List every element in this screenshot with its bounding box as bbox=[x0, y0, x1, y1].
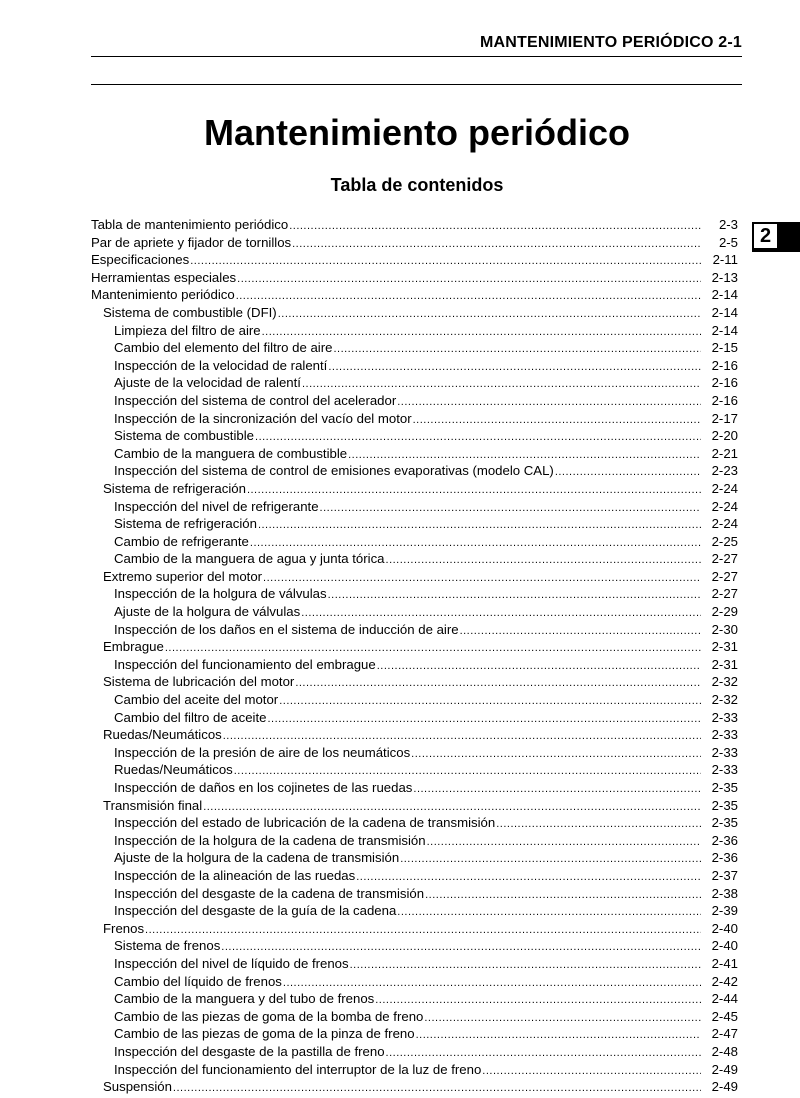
toc-entry-page: 2-44 bbox=[711, 991, 738, 1007]
toc-entry-page: 2-23 bbox=[711, 463, 738, 479]
toc-leader-dots bbox=[416, 1027, 701, 1045]
toc-leader-dots bbox=[328, 359, 701, 377]
toc-leader-dots bbox=[320, 500, 701, 518]
toc-entry-page: 2-3 bbox=[718, 217, 738, 232]
toc-entry-title: Sistema de combustible bbox=[114, 428, 255, 444]
toc-entry[interactable] bbox=[91, 726, 738, 744]
toc-entry-title: Sistema de combustible (DFI) bbox=[103, 304, 277, 320]
toc-entry[interactable] bbox=[91, 427, 738, 445]
toc-entry-title: Inspección del sistema de control de emisiones evaporativas (modelo CAL) bbox=[114, 463, 554, 479]
toc-entry-page: 2-42 bbox=[711, 973, 738, 989]
toc-entry-title: Inspección del funcionamiento del embrague bbox=[114, 656, 376, 672]
toc-leader-dots bbox=[377, 658, 701, 676]
toc-entry[interactable] bbox=[91, 550, 738, 568]
toc-entry-page: 2-14 bbox=[711, 322, 738, 338]
toc-entry-title: Inspección de la holgura de válvulas bbox=[114, 586, 327, 602]
toc-entry-page: 2-13 bbox=[711, 269, 738, 285]
toc-entry-page: 2-31 bbox=[711, 639, 738, 655]
toc-entry-page: 2-41 bbox=[711, 955, 738, 971]
toc-entry[interactable] bbox=[91, 515, 738, 533]
toc-entry[interactable] bbox=[91, 937, 738, 955]
toc-entry-title: Ajuste de la holgura de la cadena de transmisión bbox=[114, 850, 400, 866]
toc-entry-title: Limpieza del filtro de aire bbox=[114, 322, 261, 338]
toc-entry-page: 2-32 bbox=[711, 692, 738, 708]
toc-entry[interactable] bbox=[91, 603, 738, 621]
toc-entry-title: Ajuste de la velocidad de ralentí bbox=[114, 375, 301, 391]
toc-leader-dots bbox=[386, 552, 701, 570]
toc-entry[interactable] bbox=[91, 585, 738, 603]
toc-leader-dots bbox=[424, 1010, 701, 1028]
toc-entry-title: Extremo superior del motor bbox=[103, 568, 263, 584]
header-rule-top bbox=[91, 56, 742, 57]
toc-entry[interactable] bbox=[91, 867, 738, 885]
toc-entry-page: 2-24 bbox=[711, 480, 738, 496]
toc-entry-page: 2-21 bbox=[711, 445, 738, 461]
toc-entry-title: Cambio del filtro de aceite bbox=[114, 709, 267, 725]
toc-entry-title: Inspección de la sincronización del vacío del motor bbox=[114, 410, 412, 426]
toc-entry[interactable] bbox=[91, 709, 738, 727]
toc-entry-title: Par de apriete y fijador de tornillos bbox=[91, 234, 292, 250]
toc-entry[interactable] bbox=[91, 304, 738, 322]
toc-entry[interactable] bbox=[91, 797, 738, 815]
toc-entry[interactable] bbox=[91, 1008, 738, 1026]
toc-entry-page: 2-25 bbox=[711, 533, 738, 549]
toc-entry[interactable] bbox=[91, 1025, 738, 1043]
toc-leader-dots bbox=[292, 236, 701, 254]
toc-entry-title: Cambio de la manguera y del tubo de frenos bbox=[114, 991, 375, 1007]
toc-entry-page: 2-16 bbox=[711, 392, 738, 408]
toc-entry-page: 2-14 bbox=[711, 304, 738, 320]
toc-entry-title: Inspección del sistema de control del acelerador bbox=[114, 392, 397, 408]
toc-entry-title: Sistema de frenos bbox=[114, 938, 221, 954]
table-of-contents bbox=[91, 216, 738, 1096]
toc-entry[interactable] bbox=[91, 902, 738, 920]
toc-entry-page: 2-40 bbox=[711, 938, 738, 954]
toc-entry-title: Inspección de la holgura de la cadena de transmisión bbox=[114, 832, 426, 848]
toc-entry-page: 2-38 bbox=[711, 885, 738, 901]
toc-entry[interactable] bbox=[91, 832, 738, 850]
toc-entry-title: Sistema de lubricación del motor bbox=[103, 674, 295, 690]
toc-entry-page: 2-27 bbox=[711, 551, 738, 567]
toc-entry[interactable] bbox=[91, 761, 738, 779]
toc-entry-page: 2-40 bbox=[711, 920, 738, 936]
toc-entry-title: Inspección del desgaste de la guía de la cadena bbox=[114, 903, 397, 919]
toc-entry[interactable] bbox=[91, 990, 738, 1008]
toc-entry-title: Mantenimiento periódico bbox=[91, 287, 235, 303]
toc-entry-title: Cambio de las piezas de goma de la bomba de freno bbox=[114, 1008, 424, 1024]
toc-leader-dots bbox=[289, 218, 701, 236]
toc-leader-dots bbox=[400, 851, 701, 869]
toc-entry-title: Especificaciones bbox=[91, 252, 190, 268]
toc-entry-page: 2-24 bbox=[711, 516, 738, 532]
toc-entry-page: 2-39 bbox=[711, 903, 738, 919]
toc-leader-dots bbox=[425, 887, 701, 905]
toc-entry[interactable] bbox=[91, 885, 738, 903]
toc-entry-title: Inspección del nivel de líquido de frenos bbox=[114, 955, 349, 971]
toc-entry-title: Cambio del aceite del motor bbox=[114, 692, 279, 708]
toc-entry[interactable] bbox=[91, 955, 738, 973]
toc-entry-page: 2-35 bbox=[711, 797, 738, 813]
toc-entry-page: 2-30 bbox=[711, 621, 738, 637]
toc-entry-page: 2-33 bbox=[711, 727, 738, 743]
toc-entry-title: Inspección del desgaste de la pastilla de freno bbox=[114, 1043, 385, 1059]
toc-entry-page: 2-17 bbox=[711, 410, 738, 426]
toc-leader-dots bbox=[460, 623, 701, 641]
toc-entry-page: 2-33 bbox=[711, 762, 738, 778]
toc-entry-title: Inspección del funcionamiento del interruptor de la luz de freno bbox=[114, 1061, 482, 1077]
toc-entry[interactable] bbox=[91, 638, 738, 656]
toc-leader-dots bbox=[411, 746, 701, 764]
toc-leader-dots bbox=[413, 412, 701, 430]
toc-leader-dots bbox=[173, 1080, 701, 1098]
toc-entry-title: Cambio del elemento del filtro de aire bbox=[114, 340, 333, 356]
toc-entry[interactable] bbox=[91, 339, 738, 357]
toc-entry-title: Inspección del nivel de refrigerante bbox=[114, 498, 319, 514]
toc-entry-page: 2-35 bbox=[711, 815, 738, 831]
toc-entry[interactable] bbox=[91, 691, 738, 709]
toc-entry[interactable] bbox=[91, 462, 738, 480]
toc-entry[interactable] bbox=[91, 814, 738, 832]
toc-entry[interactable] bbox=[91, 322, 738, 340]
toc-entry-page: 2-33 bbox=[711, 709, 738, 725]
toc-entry-page: 2-37 bbox=[711, 867, 738, 883]
toc-entry[interactable] bbox=[91, 392, 738, 410]
toc-entry-page: 2-49 bbox=[711, 1061, 738, 1077]
toc-entry-page: 2-27 bbox=[711, 586, 738, 602]
toc-entry-page: 2-33 bbox=[711, 744, 738, 760]
toc-entry-title: Sistema de refrigeración bbox=[103, 480, 246, 496]
toc-entry-page: 2-48 bbox=[711, 1043, 738, 1059]
toc-entry-title: Cambio de refrigerante bbox=[114, 533, 249, 549]
toc-entry-title: Ajuste de la holgura de válvulas bbox=[114, 604, 301, 620]
toc-entry-title: Cambio de las piezas de goma de la pinza de freno bbox=[114, 1026, 415, 1042]
toc-leader-dots bbox=[263, 570, 701, 588]
chapter-tab bbox=[752, 222, 800, 252]
toc-entry-page: 2-27 bbox=[711, 568, 738, 584]
toc-entry[interactable] bbox=[91, 920, 738, 938]
toc-entry[interactable] bbox=[91, 234, 738, 252]
toc-entry-page: 2-20 bbox=[711, 428, 738, 444]
toc-leader-dots bbox=[427, 834, 701, 852]
toc-entry[interactable] bbox=[91, 357, 738, 375]
toc-entry[interactable] bbox=[91, 269, 738, 287]
toc-entry[interactable] bbox=[91, 568, 738, 586]
toc-leader-dots bbox=[267, 711, 701, 729]
toc-leader-dots bbox=[278, 306, 701, 324]
toc-entry[interactable] bbox=[91, 498, 738, 516]
toc-entry[interactable] bbox=[91, 973, 738, 991]
toc-entry[interactable] bbox=[91, 849, 738, 867]
chapter-number: 2 bbox=[754, 224, 777, 248]
toc-entry[interactable] bbox=[91, 1078, 738, 1096]
page-subtitle: Tabla de contenidos bbox=[330, 175, 504, 195]
toc-leader-dots bbox=[413, 781, 701, 799]
running-header-title: MANTENIMIENTO PERIÓDICO 2-1 bbox=[479, 34, 742, 51]
toc-entry-page: 2-15 bbox=[711, 340, 738, 356]
toc-entry[interactable] bbox=[91, 445, 738, 463]
toc-entry-title: Tabla de mantenimiento periódico bbox=[91, 217, 289, 232]
toc-leader-dots bbox=[482, 1063, 701, 1081]
toc-leader-dots bbox=[397, 904, 701, 922]
toc-entry-title: Inspección de la presión de aire de los neumáticos bbox=[114, 744, 411, 760]
toc-leader-dots bbox=[237, 271, 701, 289]
toc-entry[interactable] bbox=[91, 216, 738, 234]
toc-entry-page: 2-24 bbox=[711, 498, 738, 514]
toc-entry[interactable] bbox=[91, 480, 738, 498]
toc-entry-title: Herramientas especiales bbox=[91, 269, 237, 285]
toc-leader-dots bbox=[279, 693, 701, 711]
toc-entry-title: Suspensión bbox=[103, 1079, 172, 1095]
toc-entry-page: 2-5 bbox=[718, 234, 738, 250]
toc-entry-title: Frenos bbox=[103, 920, 145, 936]
toc-entry[interactable] bbox=[91, 533, 738, 551]
toc-leader-dots bbox=[295, 675, 701, 693]
toc-leader-dots bbox=[328, 587, 701, 605]
toc-entry-page: 2-32 bbox=[711, 674, 738, 690]
toc-leader-dots bbox=[496, 816, 701, 834]
toc-entry-page: 2-36 bbox=[711, 850, 738, 866]
toc-entry[interactable] bbox=[91, 656, 738, 674]
toc-entry-page: 2-49 bbox=[711, 1079, 738, 1095]
toc-entry-title: Cambio del líquido de frenos bbox=[114, 973, 282, 989]
toc-entry[interactable] bbox=[91, 1061, 738, 1079]
toc-entry-title: Ruedas/Neumáticos bbox=[103, 727, 222, 743]
page-title: Mantenimiento periódico bbox=[203, 112, 631, 153]
toc-entry[interactable] bbox=[91, 251, 738, 269]
toc-entry-title: Sistema de refrigeración bbox=[114, 516, 257, 532]
header-rule-bottom bbox=[91, 84, 742, 85]
toc-entry-title: Inspección del estado de lubricación de la cadena de transmisión bbox=[114, 815, 496, 831]
toc-entry-page: 2-35 bbox=[711, 780, 738, 795]
toc-entry-page: 2-45 bbox=[711, 1008, 738, 1024]
toc-leader-dots bbox=[258, 517, 701, 535]
toc-entry[interactable] bbox=[91, 286, 738, 304]
toc-entry[interactable] bbox=[91, 744, 738, 762]
toc-entry[interactable] bbox=[91, 410, 738, 428]
toc-entry-page: 2-31 bbox=[711, 656, 738, 672]
toc-leader-dots bbox=[397, 394, 701, 412]
toc-entry[interactable] bbox=[91, 673, 738, 691]
toc-leader-dots bbox=[236, 288, 701, 306]
toc-entry-title: Embrague bbox=[103, 639, 164, 655]
toc-entry-page: 2-14 bbox=[711, 287, 738, 303]
toc-entry-page: 2-11 bbox=[712, 252, 738, 268]
toc-entry-title: Ruedas/Neumáticos bbox=[114, 762, 233, 778]
toc-entry-page: 2-47 bbox=[711, 1026, 738, 1042]
toc-leader-dots bbox=[350, 957, 701, 975]
toc-entry-title: Inspección de la alineación de las ruedas bbox=[114, 867, 356, 883]
toc-entry-page: 2-16 bbox=[711, 357, 738, 373]
toc-leader-dots bbox=[145, 922, 701, 940]
toc-entry-title: Inspección de la velocidad de ralentí bbox=[114, 357, 328, 373]
toc-entry[interactable] bbox=[91, 374, 738, 392]
toc-entry-title: Cambio de la manguera de agua y junta tórica bbox=[114, 551, 385, 567]
toc-entry-title: Transmisión final bbox=[103, 797, 203, 813]
toc-entry[interactable] bbox=[91, 1043, 738, 1061]
toc-entry[interactable] bbox=[91, 621, 738, 639]
toc-entry-title: Inspección de los daños en el sistema de inducción de aire bbox=[114, 621, 459, 637]
toc-entry-title: Cambio de la manguera de combustible bbox=[114, 445, 348, 461]
toc-entry-page: 2-36 bbox=[711, 832, 738, 848]
toc-entry-page: 2-16 bbox=[711, 375, 738, 391]
toc-entry-title: Inspección de daños en los cojinetes de las ruedas bbox=[114, 780, 413, 795]
toc-entry-page: 2-29 bbox=[711, 604, 738, 620]
toc-entry[interactable] bbox=[91, 779, 738, 797]
toc-leader-dots bbox=[555, 464, 701, 482]
toc-entry-title: Inspección del desgaste de la cadena de transmisión bbox=[114, 885, 425, 901]
toc-leader-dots bbox=[190, 253, 701, 271]
toc-leader-dots bbox=[333, 341, 701, 359]
toc-leader-dots bbox=[375, 992, 701, 1010]
